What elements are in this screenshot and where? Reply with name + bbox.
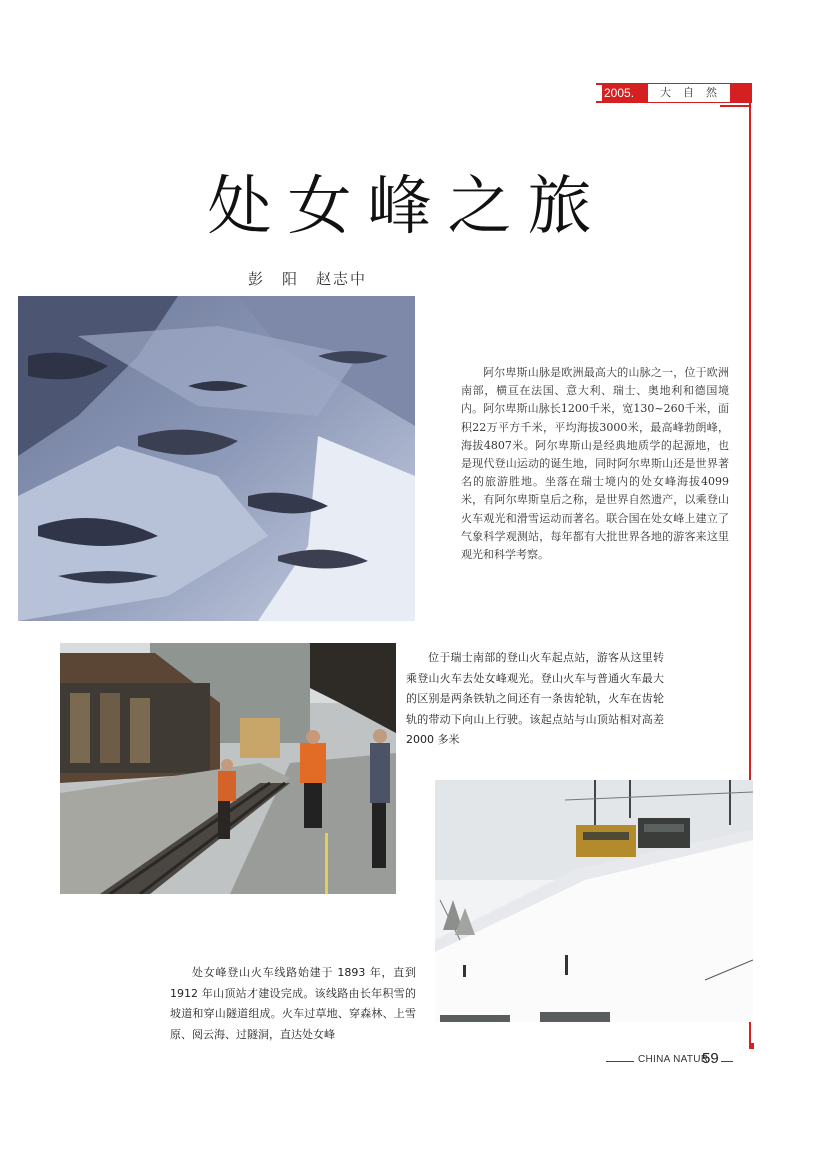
page-number: 59 <box>702 1050 719 1067</box>
article-title: 处女峰之旅 <box>207 170 608 244</box>
header-end-block <box>730 83 752 103</box>
article-authors: 彭 阳 赵志中 <box>248 270 368 288</box>
footer-magazine-name: CHINA NATUR <box>638 1054 709 1065</box>
route-caption: 处女峰登山火车线路始建于 1893 年，直到 1912 年山顶站才建设完成。该线路由长年积雪的坡道和穿山隧道组成。火车过草地、穿森林、上雪原、阅云海、过隧洞，直达处女峰 <box>170 966 416 1041</box>
snow-train-photo <box>435 780 753 1022</box>
header-tab <box>596 83 752 103</box>
mountain-snow-photo <box>18 296 415 621</box>
footer-rule <box>606 1061 634 1062</box>
station-caption: 位于瑞士南部的登山火车起点站，游客从这里转乘登山火车去处女峰观光。登山火车与普通火车最大的区别是两条铁轨之间还有一条齿轮轨，火车在齿轮轨的带动下向山上行驶。该起点站与山顶站相对高差 2000 多米 <box>406 651 664 746</box>
footer-rule <box>721 1061 733 1062</box>
header-mark <box>596 85 602 101</box>
corner-rule <box>720 105 750 107</box>
header-year: 2005. <box>596 83 648 103</box>
bottom-accent-tick <box>749 1043 754 1049</box>
intro-paragraph: 阿尔卑斯山脉是欧洲最高大的山脉之一，位于欧洲南部，横亘在法国、意大利、瑞士、奥地利和德国境内。阿尔卑斯山脉长1200千米，宽130~260千米，面积22万平方千米，平均海拔3000米，最高峰勃朗峰，海拔4807米。阿尔卑斯山是经典地质学的起源地，也是现代登山运动的诞生地，同时阿尔卑斯山还是世界著名的旅游胜地。坐落在瑞士境内的处女峰海拔4099米，有阿尔卑斯皇后之称，是世界自然遗产，以乘登山火车观光和滑雪运动而著名。联合国在处女峰上建立了气象科学观测站，每年都有大批世界各地的游客来这里观光和科学考察。 <box>461 366 729 562</box>
header-section: 大自然 <box>648 83 730 103</box>
train-station-photo <box>60 643 396 894</box>
